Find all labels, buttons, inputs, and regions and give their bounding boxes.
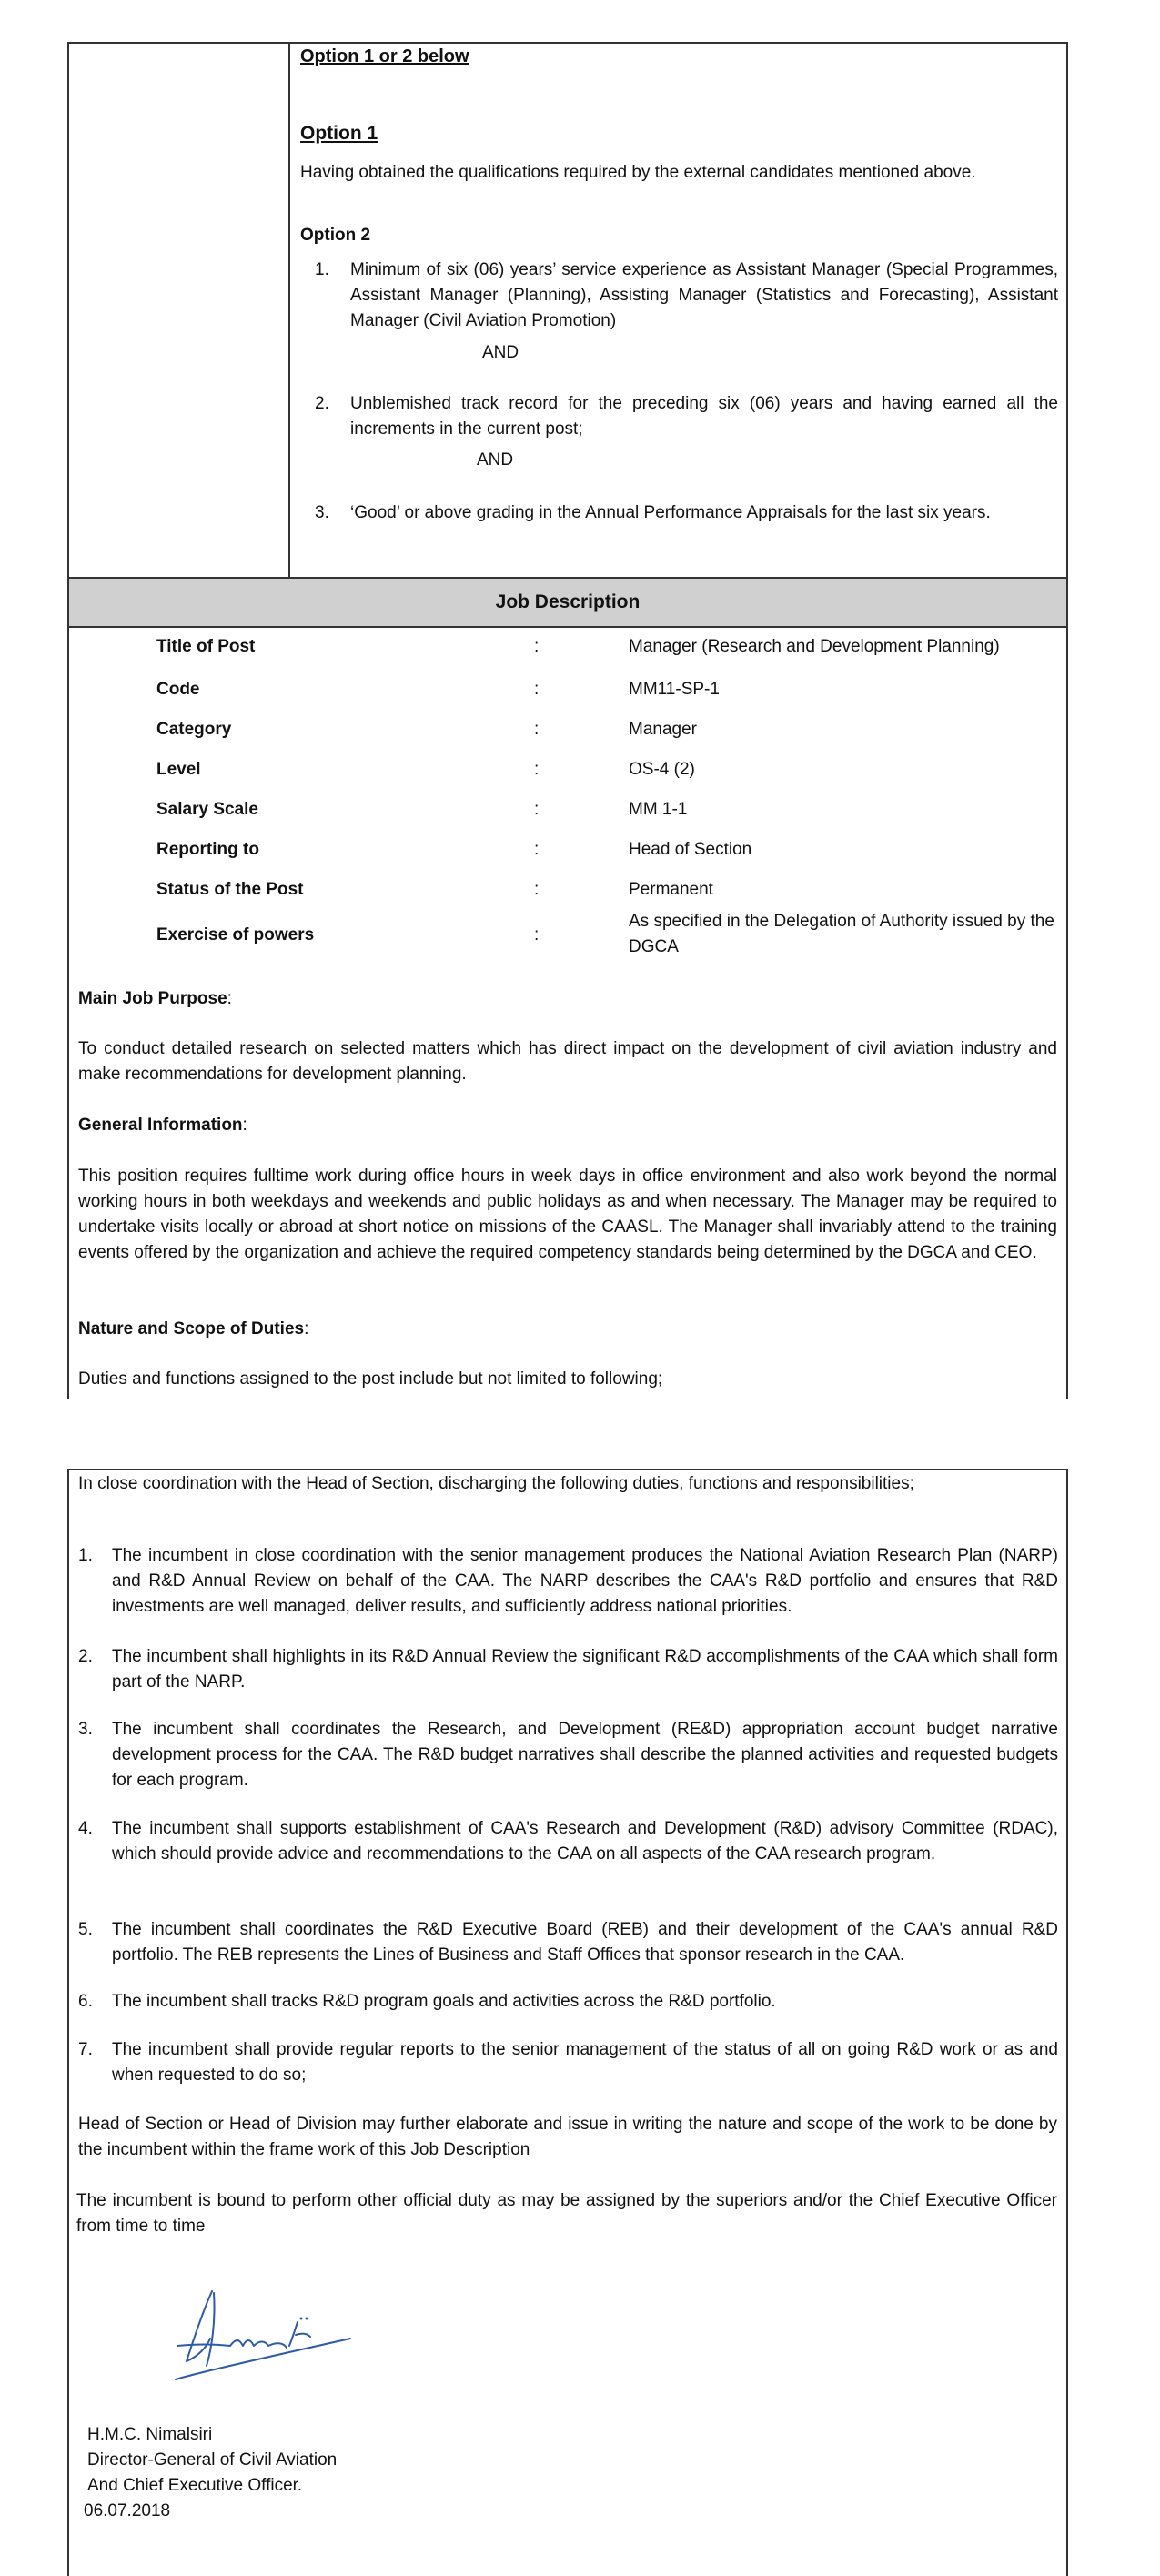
- duty-7-number: 7.: [78, 2040, 93, 2059]
- page1-right-border: [1066, 626, 1068, 1399]
- row-code-value: MM11-SP-1: [629, 680, 720, 699]
- row-code-sep: :: [534, 680, 540, 699]
- option2-item-1-number: 1.: [315, 260, 329, 279]
- option2-item-1-text: Minimum of six (06) years’ service experience as Assistant Manager (Special Programmes, Assistant Manager (Planning), Assisting Manager (Statistics and Forecasting), Assistant Manager (Civil Aviation Promotion): [350, 260, 1058, 330]
- option2-item-3-text: ‘Good’ or above grading in the Annual Performance Appraisals for the last six years.: [350, 503, 991, 522]
- general-info-heading: General Information:: [78, 1116, 247, 1135]
- closing-paragraph-2: The incumbent is bound to perform other official duty as may be assigned by the superiors and/or the Chief Executive Officer from time to time: [76, 2191, 1057, 2236]
- nature-label: Nature and Scope of Duties: [78, 1319, 305, 1339]
- signatory-title-2: And Chief Executive Officer.: [87, 2476, 303, 2495]
- page2-left-border: [67, 1469, 69, 2576]
- row-salary-value: MM 1-1: [629, 800, 688, 819]
- row-salary-label: Salary Scale: [156, 800, 258, 819]
- general-info-label: General Information: [78, 1116, 243, 1135]
- duty-2-number: 2.: [78, 1647, 93, 1666]
- row-powers-value: As specified in the Delegation of Authority issued by the DGCA: [629, 912, 1054, 956]
- duty-5-text: The incumbent shall coordinates the R&D Executive Board (REB) and their development of the CAA's annual R&D portfolio. The REB represents the Lines of Business and Staff Offices that sponsor research in the CAA.: [112, 1920, 1058, 1965]
- page2-top-border: [67, 1469, 1068, 1470]
- row-category-sep: :: [534, 720, 540, 739]
- duties-intro: In close coordination with the Head of Section, discharging the following duties, functions and responsibilities;: [78, 1474, 914, 1493]
- row-status-sep: :: [534, 880, 540, 899]
- row-category-label: Category: [156, 720, 232, 739]
- duty-4-text: The incumbent shall supports establishment of CAA's Research and Development (R&D) advisory Committee (RDAC), which should provide advice and recommendations to the CAA on all aspects of the CAA research program.: [112, 1819, 1058, 1864]
- option2-heading: Option 2: [300, 226, 371, 245]
- row-code-label: Code: [156, 680, 200, 699]
- duty-6-number: 6.: [78, 1992, 93, 2011]
- job-description-header: [67, 577, 1068, 628]
- page1-left-border: [67, 626, 69, 1399]
- options-heading: Option 1 or 2 below: [300, 46, 469, 66]
- row-salary-sep: :: [534, 800, 540, 819]
- row-powers-label: Exercise of powers: [156, 925, 315, 945]
- duty-1-number: 1.: [78, 1546, 93, 1565]
- row-status-value: Permanent: [629, 880, 713, 899]
- row-category-value: Manager: [629, 720, 697, 739]
- row-title-label: Title of Post: [156, 637, 256, 656]
- qualifications-left-divider: [288, 42, 290, 579]
- row-reporting-sep: :: [534, 840, 540, 859]
- duty-2-text: The incumbent shall highlights in its R&D Annual Review the significant R&D accomplishments of the CAA which shall form part of the NARP.: [112, 1647, 1058, 1692]
- duty-7-text: The incumbent shall provide regular reports to the senior management of the status of all on going R&D work or as and when requested to do so;: [112, 2040, 1058, 2085]
- nature-heading: Nature and Scope of Duties:: [78, 1319, 309, 1339]
- row-status-label: Status of the Post: [156, 880, 304, 899]
- duty-3-text: The incumbent shall coordinates the Research, and Development (RE&D) appropriation account budget narrative development process for the CAA. The R&D budget narratives shall describe the planned activities and requested budgets for each program.: [112, 1720, 1058, 1790]
- page2-right-border: [1066, 1469, 1068, 2576]
- option1-text: Having obtained the qualifications required by the external candidates mentioned above.: [300, 163, 976, 182]
- row-level-value: OS-4 (2): [629, 760, 695, 779]
- duty-6-text: The incumbent shall tracks R&D program goals and activities across the R&D portfolio.: [112, 1992, 776, 2011]
- row-level-sep: :: [534, 760, 540, 779]
- duty-3-number: 3.: [78, 1720, 93, 1739]
- duty-5-number: 5.: [78, 1920, 93, 1939]
- nature-intro-text: Duties and functions assigned to the post include but not limited to following;: [78, 1369, 663, 1389]
- general-info-text: This position requires fulltime work during office hours in week days in office environment and also work beyond the normal working hours in both weekdays and weekends and public holidays as and when necessary. The Manager may be required to undertake visits locally or abroad at short notice on missions of the CAASL. The Manager shall invariably attend to the training events offered by the organization and achieve the required competency standards being determined by the DGCA and CEO.: [78, 1167, 1057, 1262]
- signatory-name: H.M.C. Nimalsiri: [87, 2425, 213, 2444]
- main-purpose-heading: Main Job Purpose:: [78, 989, 232, 1008]
- job-description-title: Job Description: [495, 591, 641, 612]
- row-powers-sep: :: [534, 925, 540, 945]
- signature-image: [159, 2275, 368, 2393]
- row-reporting-label: Reporting to: [156, 840, 259, 859]
- main-purpose-text: To conduct detailed research on selected matters which has direct impact on the development of civil aviation industry and make recommendations for development planning.: [78, 1039, 1057, 1084]
- closing-paragraph-1: Head of Section or Head of Division may further elaborate and issue in writing the nature and scope of the work to be done by the incumbent within the frame work of this Job Description: [78, 2115, 1057, 2159]
- main-purpose-label: Main Job Purpose: [78, 989, 227, 1008]
- signatory-title-1: Director-General of Civil Aviation: [87, 2450, 338, 2470]
- row-level-label: Level: [156, 760, 201, 779]
- option2-item-2-text: Unblemished track record for the preceding six (06) years and having earned all the increments in the current post;: [350, 394, 1058, 439]
- option2-item-2-connector: AND: [477, 450, 514, 470]
- duty-4-number: 4.: [78, 1819, 93, 1838]
- option1-heading: Option 1: [300, 123, 378, 144]
- row-reporting-value: Head of Section: [629, 840, 752, 859]
- option2-item-2-number: 2.: [315, 394, 329, 413]
- duty-1-text: The incumbent in close coordination with the senior management produces the National Aviation Research Plan (NARP) and R&D Annual Review on behalf of the CAA. The NARP describes the CAA's R&D portfolio and ensures that R&D investments are well managed, deliver results, and sufficiently address national priorities.: [112, 1546, 1058, 1616]
- row-title-value: Manager (Research and Development Planning): [629, 637, 1000, 656]
- option2-item-3-number: 3.: [315, 503, 329, 522]
- option2-item-1-connector: AND: [482, 343, 519, 362]
- row-title-sep: :: [534, 637, 540, 656]
- signatory-date: 06.07.2018: [84, 2501, 171, 2520]
